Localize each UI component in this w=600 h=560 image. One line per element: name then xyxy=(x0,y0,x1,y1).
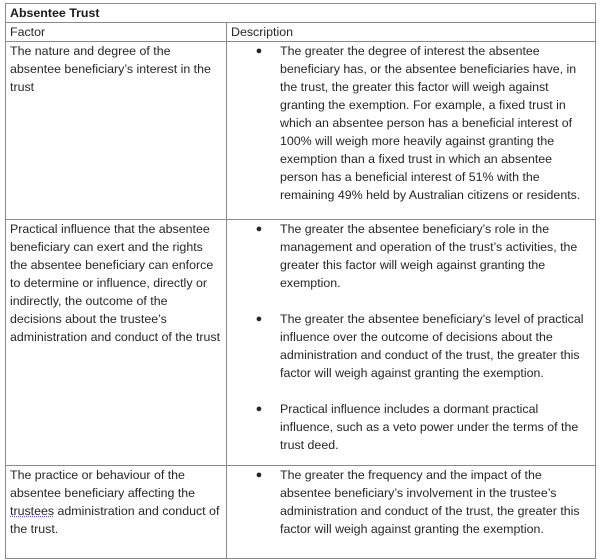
list-item xyxy=(231,42,591,204)
table-row xyxy=(6,42,596,220)
factor-text xyxy=(10,466,222,538)
description-list xyxy=(231,220,591,454)
list-item xyxy=(231,400,591,454)
bullet-text: Practical influence includes a dormant practical influence, such as a veto power under the terms of the trust deed. xyxy=(280,402,579,452)
factor-text-prefix: The practice or behaviour of the absentee beneficiary affecting the xyxy=(10,468,196,500)
bullet-icon: ● xyxy=(255,223,263,235)
header-description: Description xyxy=(227,23,596,42)
table-header-row xyxy=(6,23,596,42)
bullet-text: The greater the absentee beneficiary’s role in the management and operation of the trust’s activities, the greater this factor will weigh against granting the exemption. xyxy=(280,222,578,290)
table-title-row xyxy=(6,4,596,23)
description-list xyxy=(231,466,591,538)
table-row xyxy=(6,466,596,559)
bullet-text: The greater the absentee beneficiary’s level of practical influence over the outcome of decisions about the administration and conduct of the trust, the greater this factor will weigh against granting the exemption. xyxy=(280,312,584,380)
bullet-text: The greater the degree of interest the absentee beneficiary has, or the absentee beneficiaries have, in the trust, the greater this factor will weigh against granting the exemption. For example, a fixed trust in which an absentee person has a beneficial interest of 100% will weigh more heavily against granting the exemption than a fixed trust in which an absentee person has a beneficial interest of 51% with the remaining 49% held by Australian citizens or residents. xyxy=(280,44,581,202)
factor-text: The nature and degree of the absentee beneficiary’s interest in the trust xyxy=(10,44,211,94)
description-cell xyxy=(227,466,596,559)
header-factor: Factor xyxy=(6,23,227,42)
factor-cell xyxy=(6,466,227,559)
spellcheck-flagged-word[interactable]: trustees xyxy=(10,504,55,518)
bullet-text: The greater the frequency and the impact of the absentee beneficiary’s involvement in the trustee’s administration and conduct of the trust, the greater this factor will weigh against granting the exemption. xyxy=(280,468,580,536)
bullet-icon: ● xyxy=(255,403,263,415)
list-item xyxy=(231,466,591,538)
bullet-icon: ● xyxy=(255,313,263,325)
description-list xyxy=(231,42,591,204)
list-item xyxy=(231,220,591,292)
description-cell xyxy=(227,220,596,466)
absentee-trust-table xyxy=(5,3,596,559)
bullet-icon: ● xyxy=(255,45,263,57)
table-row xyxy=(6,220,596,466)
description-cell xyxy=(227,42,596,220)
list-item xyxy=(231,310,591,382)
factor-cell xyxy=(6,220,227,466)
bullet-icon: ● xyxy=(255,469,263,481)
factor-cell xyxy=(6,42,227,220)
table-title: Absentee Trust xyxy=(6,4,596,23)
factor-text-suffix: administration and conduct of the trust. xyxy=(10,504,220,536)
factor-text: Practical influence that the absentee beneficiary can exert and the rights the absentee beneficiary can enforce to determine or influence, directly or indirectly, the outcome of the decisions about the trustee’s administration and conduct of the trust xyxy=(10,222,221,344)
